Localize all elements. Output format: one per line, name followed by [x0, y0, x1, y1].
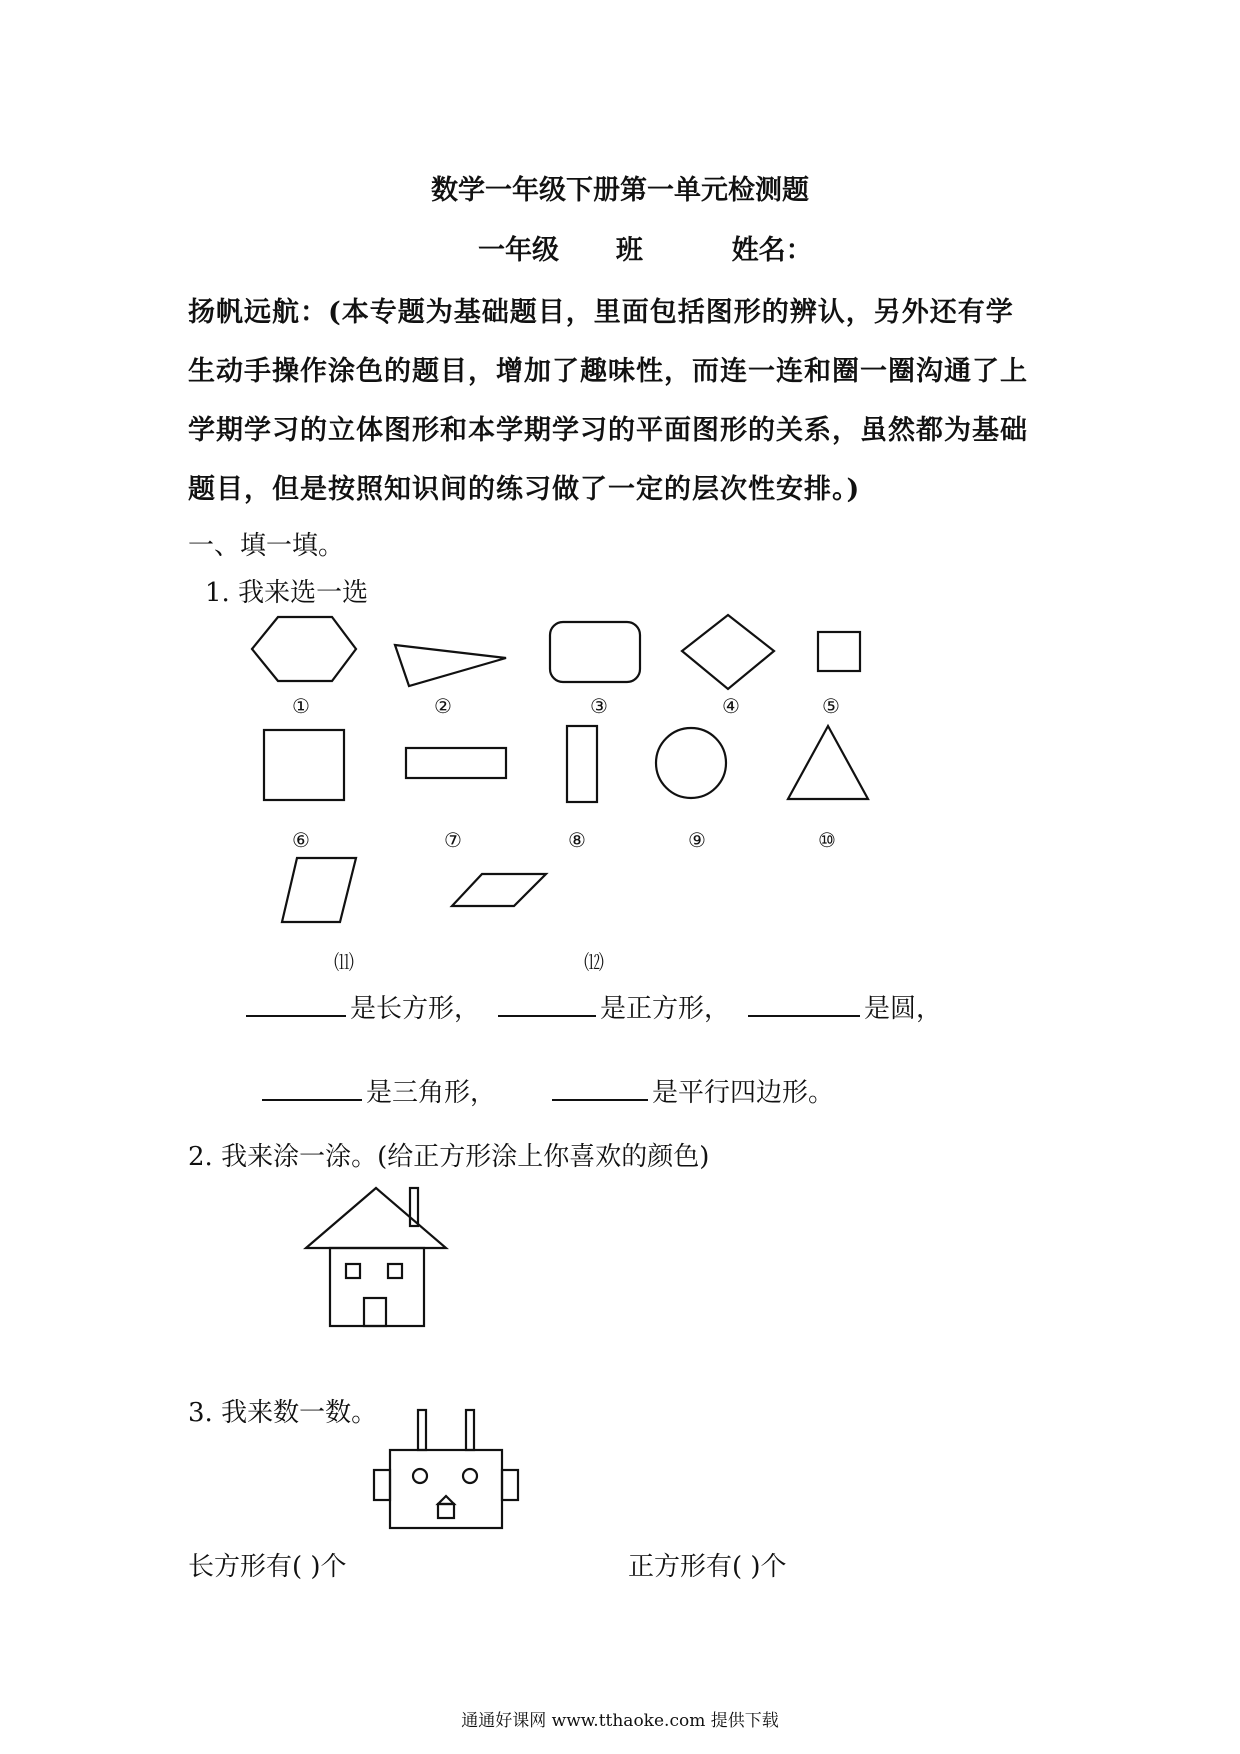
question-1-label: 1. 我来选一选: [205, 578, 369, 608]
intro-line: 学期学习的立体图形和本学期学习的平面图形的关系，虽然都为基础: [188, 415, 1028, 446]
parallelogram-answer-blank[interactable]: [552, 1073, 648, 1101]
parallelogram-shape: [280, 856, 360, 926]
shape-label: ⑩: [818, 828, 836, 852]
class-name-line: [478, 228, 813, 267]
page-title: 数学一年级下册第一单元检测题: [431, 175, 809, 206]
rounded-rectangle-shape: [548, 620, 644, 686]
shape-label: ⑦: [444, 828, 462, 852]
wide-rectangle-shape: [404, 746, 510, 782]
rectangle-answer-blank[interactable]: [246, 989, 346, 1017]
question-3-label: 3. 我来数一数。: [188, 1398, 378, 1428]
footer-text: 通通好课网 www.tthaoke.com 提供下载: [461, 1711, 779, 1731]
shape-label: ⑨: [688, 828, 706, 852]
rectangle-answer-text: 是长方形，: [350, 994, 481, 1024]
shape-label: ⑾: [334, 950, 354, 974]
shape-label: ③: [590, 694, 608, 718]
shape-label: ②: [434, 694, 452, 718]
parallelogram-answer-text: 是平行四边形。: [652, 1078, 835, 1108]
hexagon-shape: [250, 615, 360, 685]
square-answer-blank[interactable]: [498, 989, 596, 1017]
grade-label: 一年级: [478, 235, 559, 266]
equilateral-triangle-shape: [786, 724, 872, 802]
triangle-shape: [392, 640, 512, 690]
triangle-answer-text: 是三角形，: [366, 1078, 497, 1108]
circle-answer-blank[interactable]: [748, 989, 860, 1017]
shape-label: ⑤: [822, 694, 840, 718]
shape-label: ⑥: [292, 828, 310, 852]
shape-label: ①: [292, 694, 310, 718]
house-drawing: [304, 1180, 454, 1330]
shape-label: ⑿: [584, 950, 604, 974]
name-label: 姓名：: [731, 235, 813, 266]
robot-face-drawing: [372, 1408, 522, 1532]
rectangle-count: 长方形有( )个: [188, 1552, 347, 1582]
tall-rectangle-shape: [565, 724, 601, 806]
intro-paragraph: [188, 283, 1068, 519]
intro-line: 生动手操作涂色的题目，增加了趣味性，而连一连和圈一圈沟通了上: [188, 356, 1028, 387]
intro-line: 扬帆远航：(本专题为基础题目，里面包括图形的辨认，另外还有学: [188, 297, 1014, 328]
square-shape: [262, 728, 348, 804]
question-2-label: 2. 我来涂一涂。(给正方形涂上你喜欢的颜色): [188, 1142, 710, 1172]
square-count: 正方形有( )个: [628, 1552, 787, 1582]
shape-label: ⑧: [568, 828, 586, 852]
shape-label: ④: [722, 694, 740, 718]
section-heading: 一、填一填。: [188, 531, 345, 561]
square-answer-text: 是正方形，: [600, 994, 731, 1024]
diamond-shape: [680, 613, 780, 693]
intro-line: 题目，但是按照知识间的练习做了一定的层次性安排。): [188, 474, 861, 505]
answer-line-1: [246, 988, 942, 1025]
answer-line-2: [262, 1072, 834, 1109]
circle-shape: [654, 726, 730, 802]
class-label: 班: [615, 235, 643, 266]
small-square-shape: [816, 630, 864, 674]
circle-answer-text: 是圆，: [864, 994, 943, 1024]
flat-parallelogram-shape: [450, 872, 550, 910]
triangle-answer-blank[interactable]: [262, 1073, 362, 1101]
